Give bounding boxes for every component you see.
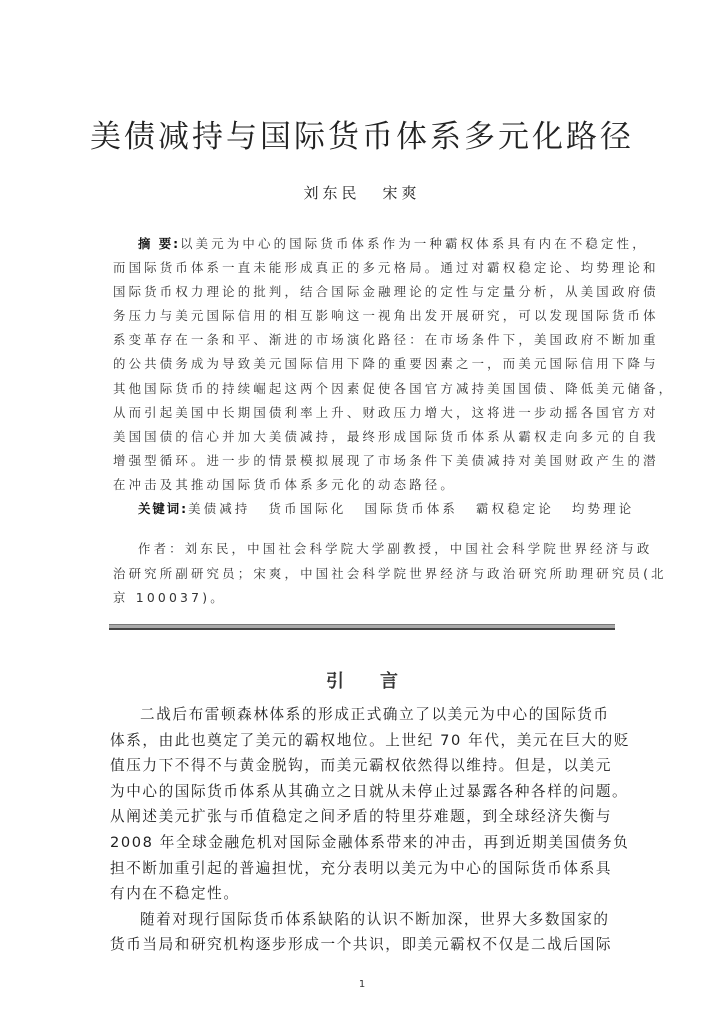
page-number: 1 (358, 979, 366, 990)
affiliation-line: 作者：刘东民，中国社会科学院大学副教授，中国社会科学院世界经济与政 (138, 541, 653, 556)
abstract-label: 摘 要: (138, 236, 181, 251)
body-line: 随着对现行国际货币体系缺陷的认识不断加深，世界大多数国家的 (140, 910, 610, 928)
abstract (113, 232, 675, 521)
keyword: 霸权稳定论 (476, 501, 554, 517)
section-divider (109, 624, 615, 630)
body-line: 值压力下不得不与黄金脱钩，而美元霸权依然得以维持。但是，以美元 (110, 757, 613, 775)
keyword: 美债减持 (188, 501, 251, 517)
body-line: 体系，由此也奠定了美元的霸权地位。上世纪 70 年代，美元在巨大的贬 (110, 731, 631, 749)
keyword: 国际货币体系 (364, 501, 459, 517)
affiliation-line: 京 100037)。 (113, 590, 226, 605)
abstract-line: 摘 要:以美元为中心的国际货币体系作为一种霸权体系具有内在不稳定性， (138, 236, 648, 251)
abstract-line: 在冲击及其推动国际货币体系多元化的动态路径。 (113, 476, 456, 492)
abstract-line: 增强型循环。进一步的情景模拟展现了市场条件下美债减持对美国财政产生的潜 (113, 452, 659, 468)
body-line: 货币当局和研究机构逐步形成一个共识，即美元霸权不仅是二战后国际 (110, 936, 613, 954)
keyword: 均势理论 (571, 501, 635, 517)
keyword: 货币国际化 (268, 501, 347, 517)
author-name: 宋爽 (382, 184, 421, 202)
body-line: 有内在不稳定性。 (110, 885, 240, 903)
abstract-line: 从而引起美国中长期国债利率上升、财政压力增大，这将进一步动摇各国官方对 (113, 404, 659, 420)
paper-title: 美债减持与国际货币体系多元化路径 (90, 118, 634, 155)
body-line: 为中心的国际货币体系从其确立之日就从未停止过暴露各种各样的问题。 (110, 782, 629, 800)
abstract-line: 系变革存在一条和平、渐进的市场演化路径：在市场条件下，美国政府不断加重 (113, 332, 659, 348)
body-line: 担不断加重引起的普遍担忧，充分表明以美元为中心的国际货币体系具 (110, 859, 613, 877)
author-affiliation (113, 537, 667, 611)
abstract-line: 务压力与美元国际信用的相互影响这一视角出发开展研究，可以发现国际货币体 (113, 308, 659, 324)
abstract-line: 的公共债务成为导致美元国际信用下降的重要因素之一，而美元国际信用下降与 (113, 356, 659, 372)
abstract-line: 美国国债的信心并加大美债减持，最终形成国际货币体系从霸权走向多元的自我 (113, 428, 659, 444)
keywords (113, 497, 635, 521)
author-list (0, 182, 724, 203)
keywords-label: 关键词: (138, 501, 189, 517)
author-name: 刘东民 (303, 184, 361, 202)
abstract-line: 而国际货币体系一直未能形成真正的多元格局。通过对霸权稳定论、均势理论和 (113, 260, 659, 276)
body-line: 从阐述美元扩张与币值稳定之间矛盾的特里芬难题，到全球经济失衡与 (110, 808, 613, 826)
abstract-line: 国际货币权力理论的批判，结合国际金融理论的定性与定量分析，从美国政府债 (113, 284, 659, 300)
body-line: 二战后布雷顿森林体系的形成正式确立了以美元为中心的国际货币 (140, 706, 610, 723)
body-text (110, 702, 631, 958)
abstract-line: 其他国际货币的持续崛起这两个因素促使各国官方减持美国国债、降低美元储备， (113, 380, 675, 396)
section-heading: 引 言 (326, 670, 398, 692)
affiliation-line: 治研究所副研究员；宋爽，中国社会科学院世界经济与政治研究所助理研究员(北 (113, 565, 667, 581)
body-line: 2008 年全球金融危机对国际金融体系带来的冲击，再到近期美国债务负 (110, 833, 630, 851)
